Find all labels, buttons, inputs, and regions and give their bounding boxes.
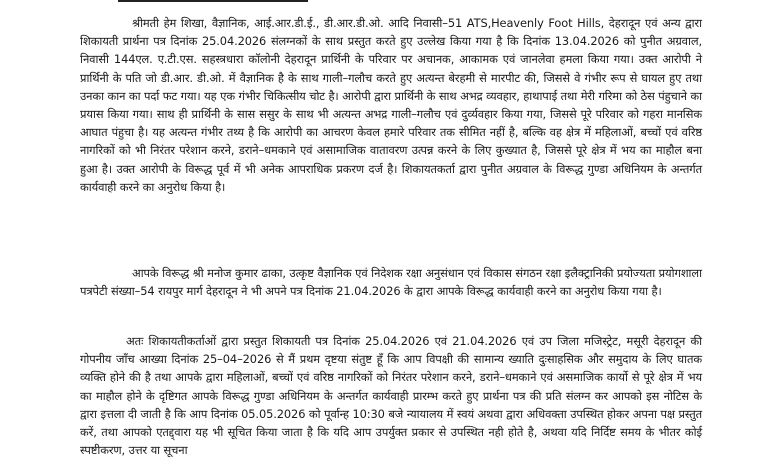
director-request-text: आपके विरूद्ध श्री मनोज कुमार ढाका, उत्कृष्ट वैज्ञानिक एवं निदेशक रक्षा अनुसंधान एवं विकास संगठन रक्षा इलैक्ट्रानिकी प्रयोज्यता प्रयोगशाला पत्रपेटी संख्या–54 रायपुर मार्ग देहरादून ने भी अपने पत्र दिनांक 21.04.2026 के द्वारा आपके विरूद्ध कार्यवाही करने का अनुरोध किया गया है।	[80, 266, 702, 299]
notice-paragraph	[80, 332, 702, 459]
complaint-paragraph	[80, 14, 702, 196]
director-request-paragraph	[80, 264, 702, 300]
notice-text: अतः शिकायतीकर्ताओं द्वारा प्रस्तुत शिकायती पत्र दिनांक 25.04.2026 एवं 21.04.2026 एवं उप जिला मजिस्ट्रेट, मसूरी देहरादून की गोपनीय जाँच आख्या दिनांक 25–04–2026 से मैं प्रथम दृष्टया संतुष्ट हूँ कि आप विपक्षी की सामान्य ख्याति दुःसाहसिक और समुदाय के लिए घातक व्यक्ति होने की है तथा आपके द्वारा महिलाओं, बच्चों एवं वरिष्ठ नागरिकों को निरंतर परेशान करने, डराने–धमकाने एवं असमाजिक कार्यो से पूरे क्षेत्र में भय का माहौल होने के दृष्टिगत आपके विरूद्ध गुण्डा अधिनियम के अन्तर्गत कार्यवाही प्रारम्भ करते हुए प्रार्थना पत्र की प्रति संलग्न कर आपको इस नोटिस के द्वारा इत्तला दी जाती है कि आप दिनांक 05.05.2026 को पूर्वान्ह 10:30 बजे न्यायालय में स्वयं अथवा द्वारा अधिवक्ता उपस्थित होकर अपना पक्ष प्रस्तुत करें, तथा आपको एतद्द्वारा यह भी सूचित किया जाता है कि यदि आप उपर्युक्त प्रकार से उपस्थित नही होते है, अथवा यदि निर्दिष्ट समय के भीतर कोई स्पष्टीकरण, उत्तर या सूचना	[80, 334, 702, 458]
top-rule	[118, 0, 308, 2]
complaint-text: श्रीमती हेम शिखा, वैज्ञानिक, आई.आर.डी.ई., डी.आर.डी.ओ. आदि निवासी–51 ATS,Heavenly Foot Hills, देहरादून एवं अन्य द्वारा शिकायती प्रार्थना पत्र दिनांक 25.04.2026 संलग्नकों के साथ प्रस्तुत करते हुए उल्लेख किया गया है कि दिनांक 13.04.2026 को पुनीत अग्रवाल, निवासी 144एल. ए.टी.एस. सहस्त्रधारा कॉलोनी देहरादून प्रार्थिनी के परिवार पर अचानक, आकामक एवं जानलेवा हमला किया गया। उक्त आरोपी ने प्रार्थिनी के पति जो डी.आर. डी.ओ. में वैज्ञानिक है के साथ गाली–गलौच करते हुए अत्यन्त बेरहमी से मारपीट की, जिससे वे गंभीर रूप से घायल हुए तथा उनका कान का पर्दा फट गया। यह एक गंभीर चिकित्सीय चोट है। आरोपी द्वारा प्रार्थिनी के साथ अभद्र व्यवहार, हाथापाई तथा मेरी गरिमा को ठेस पंहुचाने का प्रयास किया गया। साथ ही प्रार्थिनी के सास ससुर के साथ भी अत्यन्त अभद्र गाली–गलौच एवं दुर्व्यवहार किया गया, जिससे पूरे परिवार को गहरा मानसिक आघात पंहुचा है। यह अत्यन्त गंभीर तथ्य है कि आरोपी का आचरण केवल हमारे परिवार तक सीमित नहीं है, बल्कि वह क्षेत्र में महिलाओं, बच्चों एवं वरिष्ठ नागरिकों को भी निरंतर परेशान करने, डराने–धमकाने एवं असामाजिक वातावरण उत्पन्न करने के लिए कुख्यात है, जिससे पूरे क्षेत्र में भय का माहौल बना हुआ है। उक्त आरोपी के विरूद्ध पूर्व में भी अनेक आपराधिक प्रकरण दर्ज है। शिकायतकर्ता द्वारा पुनीत अग्रवाल के विरूद्ध गुण्डा अधिनियम के अन्तर्गत कार्यवाही करने का अनुरोध किया है।	[80, 16, 703, 194]
